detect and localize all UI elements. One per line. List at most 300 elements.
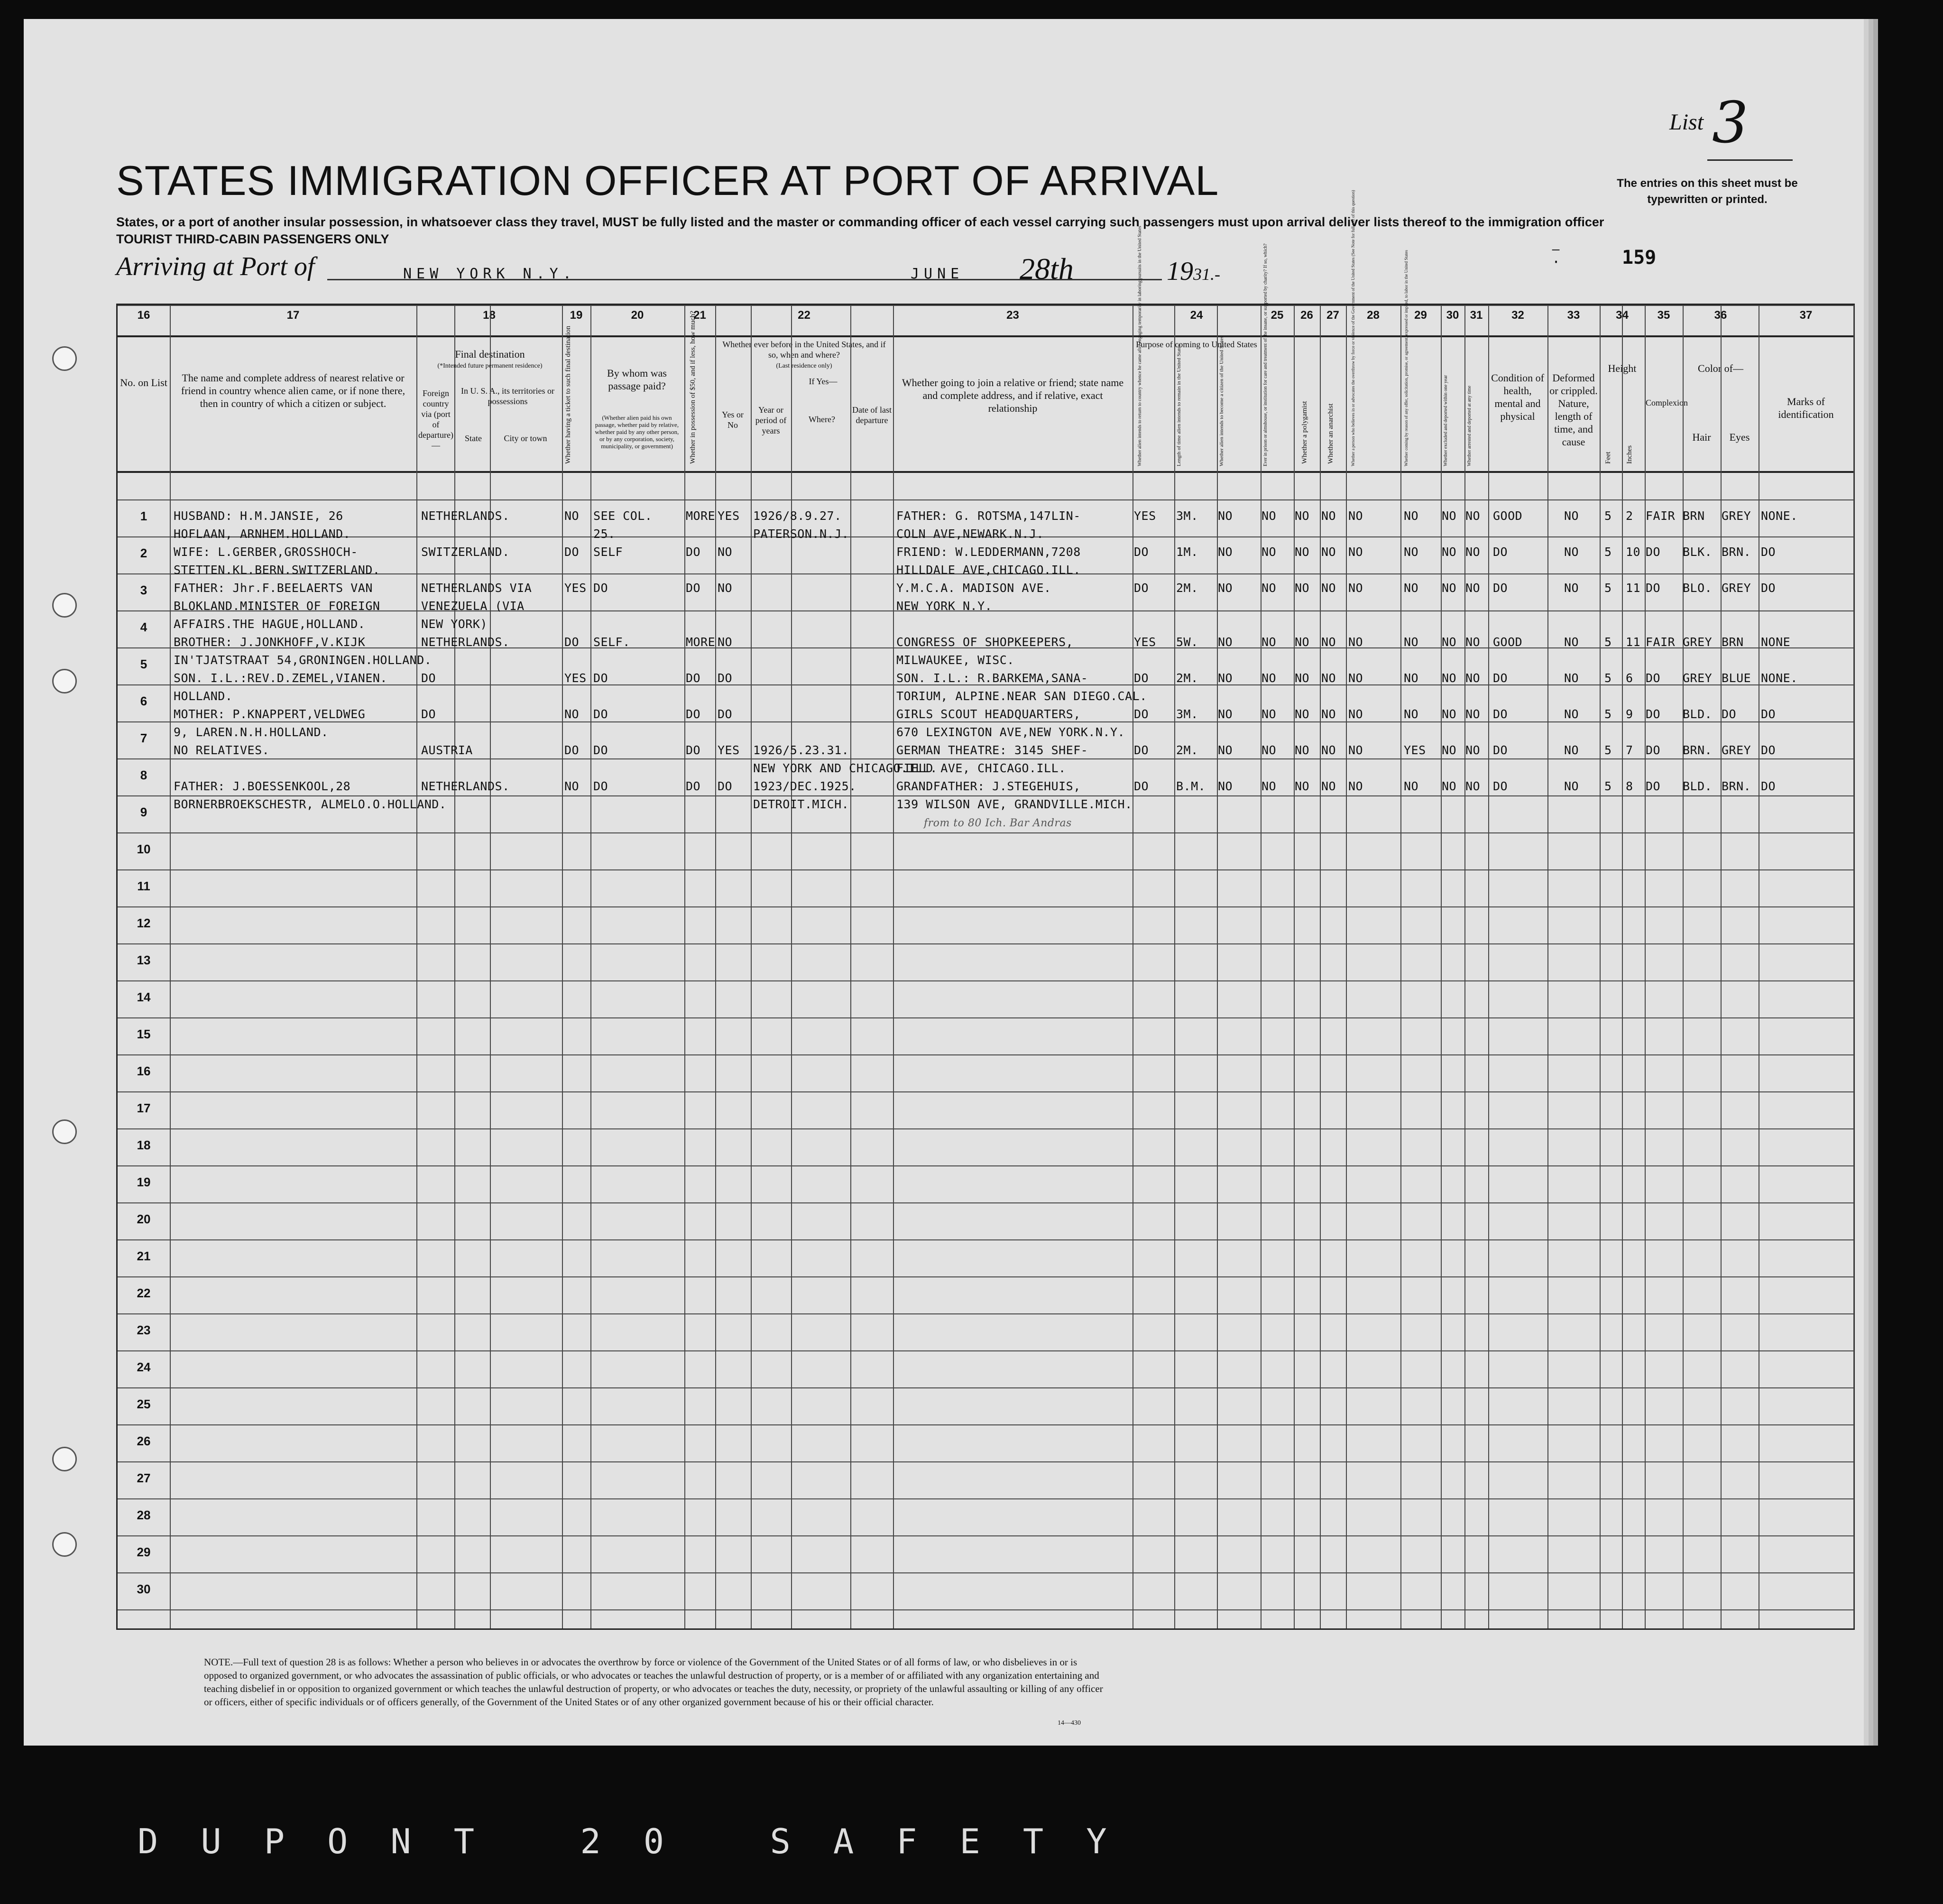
punch-hole (52, 346, 77, 371)
entry-before: NO (718, 635, 733, 649)
row-number: 30 (137, 1582, 151, 1596)
header-final-destination-note: (*Intended future permanent residence) (437, 362, 543, 370)
entry-passage: DO (593, 779, 608, 793)
row-rule (118, 1424, 1853, 1425)
entry-length: 2M. (1176, 581, 1198, 595)
entry-deformed: NO (1564, 581, 1579, 595)
entry-polygamist: NO (1295, 707, 1310, 721)
row-number: 27 (137, 1471, 151, 1485)
day-value: 28th (1020, 252, 1074, 286)
entry-eyes: GREY (1722, 743, 1751, 757)
entry-joining: COLN AVE,NEWARK.N.J. (896, 527, 1044, 541)
entry-joining: NEW YORK N.Y. (896, 599, 993, 613)
month-value: JUNE (911, 266, 964, 282)
row-rule (118, 1350, 1853, 1351)
colnum-31: 31 (1470, 309, 1483, 322)
entry-anarchist: NO (1321, 509, 1336, 523)
entry-hair: BLD. (1683, 779, 1713, 793)
header-q31: Whether arrested and deported at any time (1467, 386, 1472, 466)
row-number: 7 (140, 731, 147, 745)
entry-relative: HUSBAND: H.M.JANSIE, 26 (174, 509, 343, 523)
entry-years: 1926/5.23.31. (753, 743, 849, 757)
entry-deformed: NO (1564, 779, 1579, 793)
row-number: 9 (140, 805, 147, 819)
column-rule (751, 305, 752, 1628)
row-number: 29 (137, 1545, 151, 1559)
entry-q28: NO (1348, 743, 1363, 757)
entry-passage: DO (593, 707, 608, 721)
row-rule (118, 1128, 1853, 1129)
entry-prison: NO (1262, 581, 1277, 595)
entry-health: DO (1493, 707, 1508, 721)
row-number: 26 (137, 1434, 151, 1448)
entry-inches: 8 (1626, 779, 1633, 793)
row-rule (118, 1017, 1853, 1018)
entry-money: DO (686, 671, 701, 685)
row-rule (118, 1091, 1853, 1092)
column-rule (1441, 305, 1442, 1628)
entry-before: NO (718, 545, 733, 559)
column-rule (1853, 305, 1854, 1628)
header-passage-note: (Whether alien paid his own passage, whether paid by relative, whether paid by any other person, or by any corporation, society, municipality, or government) (595, 414, 679, 450)
entry-joining: FIELD AVE, CHICAGO.ILL. (896, 761, 1066, 775)
row-number: 6 (140, 694, 147, 708)
entry-country: DO (421, 707, 436, 721)
entry-relative: 9, LAREN.N.H.HOLLAND. (174, 725, 329, 739)
entry-passage: 25. (593, 527, 616, 541)
row-rule (118, 906, 1853, 907)
entry-length: 3M. (1176, 509, 1198, 523)
entry-feet: 5 (1604, 779, 1612, 793)
header-height: Height (1608, 362, 1637, 374)
row-rule (118, 721, 1853, 722)
entry-marks: DO (1761, 545, 1776, 559)
punch-hole (52, 1532, 77, 1557)
entry-money: DO (686, 779, 701, 793)
punch-hole (52, 593, 77, 618)
row-number: 22 (137, 1286, 151, 1300)
entry-joining: 139 WILSON AVE, GRANDVILLE.MICH. (896, 797, 1133, 811)
entry-hair: GREY (1683, 671, 1713, 685)
entry-citizen: NO (1218, 707, 1233, 721)
entry-q29: NO (1404, 509, 1419, 523)
entry-anarchist: NO (1321, 707, 1336, 721)
colnum-32: 32 (1511, 309, 1524, 322)
entry-joining: MILWAUKEE, WISC. (896, 653, 1014, 667)
entry-health: DO (1493, 671, 1508, 685)
entry-polygamist: NO (1295, 671, 1310, 685)
header-before-us: Whether ever before in the United States, and if so, when and where? (722, 340, 886, 360)
entry-inches: 9 (1626, 707, 1633, 721)
entry-q28: NO (1348, 635, 1363, 649)
entry-relative: IN'TJATSTRAAT 54,GRONINGEN.HOLLAND. (174, 653, 432, 667)
entry-relative: BLOKLAND.MINISTER OF FOREIGN (174, 599, 380, 613)
entry-purpose: YES (1134, 509, 1156, 523)
entry-eyes: BRN (1722, 635, 1744, 649)
colnum-21: 21 (693, 309, 706, 322)
header-joining: Whether going to join a relative or friend; state name and complete address, and if relative, exact relationship (902, 377, 1124, 414)
entry-polygamist: NO (1295, 545, 1310, 559)
column-rule (1488, 305, 1489, 1628)
entry-q28: NO (1348, 581, 1363, 595)
entry-feet: 5 (1604, 707, 1612, 721)
entry-years: 1923/DEC.1925. (753, 779, 856, 793)
header-inches: Inches (1626, 445, 1633, 464)
header-health: Condition of health, mental and physical (1491, 372, 1544, 422)
entry-q31: NO (1465, 779, 1481, 793)
column-rule (1622, 305, 1623, 1628)
entry-marks: DO (1761, 743, 1776, 757)
entry-relative: HOLLAND. (174, 689, 233, 703)
entry-ticket: NO (564, 779, 580, 793)
entry-relative: BROTHER: J.JONKHOFF,V.KIJK (174, 635, 366, 649)
column-rule (1217, 305, 1218, 1628)
column-rule (590, 305, 591, 1628)
header-yes-no: Yes or No (722, 410, 744, 430)
entry-citizen: NO (1218, 581, 1233, 595)
entry-eyes: DO (1722, 707, 1737, 721)
column-rule (850, 305, 851, 1628)
entry-marks: DO (1761, 779, 1776, 793)
entry-complexion: DO (1646, 671, 1661, 685)
entry-ticket: DO (564, 545, 580, 559)
entry-health: DO (1493, 545, 1508, 559)
entry-eyes: GREY (1722, 581, 1751, 595)
column-rule (1294, 305, 1295, 1628)
entry-citizen: NO (1218, 635, 1233, 649)
entry-complexion: DO (1646, 581, 1661, 595)
colnum-29: 29 (1414, 309, 1427, 322)
row-number: 12 (137, 916, 151, 930)
entry-eyes: BLUE (1722, 671, 1751, 685)
row-number: 13 (137, 953, 151, 967)
row-rule (118, 869, 1853, 870)
page-title: STATES IMMIGRATION OFFICER AT PORT OF ARRIVAL (116, 157, 1219, 204)
entry-length: 1M. (1176, 545, 1198, 559)
entry-q28: NO (1348, 671, 1363, 685)
entry-polygamist: NO (1295, 581, 1310, 595)
column-rule (893, 305, 894, 1628)
entry-q29: NO (1404, 635, 1419, 649)
row-number: 28 (137, 1508, 151, 1522)
list-underline (1707, 159, 1793, 161)
entry-q29: NO (1404, 707, 1419, 721)
row-number: 8 (140, 768, 147, 782)
header-no-on-list: No. on List (120, 377, 167, 388)
column-rule (562, 305, 563, 1628)
entry-passage: DO (593, 581, 608, 595)
arriving-label: Arriving at Port of (116, 252, 315, 281)
entry-health: DO (1493, 779, 1508, 793)
row-number: 17 (137, 1101, 151, 1115)
entry-country: VENEZUELA (VIA (421, 599, 525, 613)
entry-relative: MOTHER: P.KNAPPERT,VELDWEG (174, 707, 366, 721)
colnum-17: 17 (286, 309, 300, 322)
entry-hair: BLO. (1683, 581, 1713, 595)
column-rule (715, 305, 716, 1628)
entry-money: MORE (686, 509, 716, 523)
header-color-of: Color of— (1698, 362, 1743, 374)
entry-prison: NO (1262, 509, 1277, 523)
entry-marks: NONE (1761, 635, 1791, 649)
row-number: 19 (137, 1175, 151, 1189)
entry-complexion: DO (1646, 545, 1661, 559)
entry-country: NEW YORK) (421, 617, 488, 631)
year-suffix: 31.- (1193, 265, 1220, 284)
entry-q31: NO (1465, 545, 1481, 559)
row-rule (118, 795, 1853, 796)
row-rule (118, 1276, 1853, 1277)
entry-hair: GREY (1683, 635, 1713, 649)
entry-health: GOOD (1493, 509, 1523, 523)
row-number: 23 (137, 1323, 151, 1337)
typewriter-instructions: The entries on this sheet must be typewritten or printed. (1617, 177, 1798, 206)
entry-money: MORE (686, 635, 716, 649)
entry-complexion: DO (1646, 707, 1661, 721)
manifest-sheet (24, 19, 1864, 1746)
row-number: 5 (140, 657, 147, 671)
entry-q30: NO (1442, 635, 1457, 649)
column-rule (1547, 305, 1548, 1628)
entry-country: NETHERLANDS VIA (421, 581, 532, 595)
row-rule (118, 1572, 1853, 1573)
entry-passage: SELF. (593, 635, 630, 649)
entry-where: NEW YORK AND CHICAGO.ILL. (753, 761, 938, 775)
colnum-23: 23 (1006, 309, 1019, 322)
header-purpose: Purpose of coming to United States (1136, 340, 1257, 349)
entry-q30: NO (1442, 707, 1457, 721)
entry-eyes: BRN. (1722, 779, 1751, 793)
header-before-us-note: (Last residence only) (776, 362, 832, 370)
entry-before: DO (718, 779, 733, 793)
entry-prison: NO (1262, 779, 1277, 793)
entry-anarchist: NO (1321, 545, 1336, 559)
row-rule (118, 1165, 1853, 1166)
colnum-18: 18 (483, 309, 496, 322)
entry-inches: 11 (1626, 581, 1641, 595)
entry-inches: 7 (1626, 743, 1633, 757)
entry-country: SWITZERLAND. (421, 545, 510, 559)
entry-q29: NO (1404, 581, 1419, 595)
entry-length: 5W. (1176, 635, 1198, 649)
list-label: List (1669, 110, 1704, 135)
entry-complexion: FAIR (1646, 635, 1676, 649)
header-final-destination: Final destination (455, 348, 525, 360)
header-purpose-b: Length of time alien intends to remain in the United States (1176, 344, 1182, 466)
entry-relative: HOFLAAN, ARNHEM.HOLLAND. (174, 527, 351, 541)
entry-prison: NO (1262, 707, 1277, 721)
list-number: 3 (1712, 90, 1749, 156)
entry-inches: 11 (1626, 635, 1641, 649)
entry-citizen: NO (1218, 509, 1233, 523)
entry-relative: FATHER: J.BOESSENKOOL,28 (174, 779, 351, 793)
header-eyes: Eyes (1729, 431, 1750, 443)
entry-q29: NO (1404, 545, 1419, 559)
sheet-number: 159 (1622, 247, 1657, 268)
tick-mark: ⁻̣ (1551, 242, 1561, 264)
entry-ticket: YES (564, 581, 587, 595)
header-q28: Whether a person who believes in or advocates the overthrow by force or violence of the Government of the United States (See Note for full text of this question) (1351, 190, 1355, 466)
colnum-36: 36 (1714, 309, 1727, 322)
entry-where: PATERSON.N.J. (753, 527, 849, 541)
column-rule (791, 305, 792, 1628)
row-number: 25 (137, 1397, 151, 1411)
header-anarchist: Whether an anarchist (1327, 403, 1335, 464)
entry-anarchist: NO (1321, 671, 1336, 685)
row-rule (118, 1498, 1853, 1499)
entry-marks: NONE. (1761, 671, 1798, 685)
row-number: 4 (140, 620, 147, 634)
entry-relative: STETTEN.KL.BERN.SWITZERLAND. (174, 563, 380, 577)
entry-deformed: NO (1564, 671, 1579, 685)
entry-feet: 5 (1604, 545, 1612, 559)
punch-hole (52, 1119, 77, 1144)
entry-purpose: YES (1134, 635, 1156, 649)
entry-relative: BORNERBROEKSCHESTR, ALMELO.O.HOLLAND. (174, 797, 447, 811)
header-date-departure: Date of last departure (852, 405, 892, 425)
column-rule (1174, 305, 1175, 1628)
entry-anarchist: NO (1321, 581, 1336, 595)
colnum-20: 20 (631, 309, 644, 322)
entry-joining: CONGRESS OF SHOPKEEPERS, (896, 635, 1074, 649)
entry-joining: GRANDFATHER: J.STEGEHUIS, (896, 779, 1081, 793)
colnum-34: 34 (1616, 309, 1629, 322)
column-rule (1645, 305, 1646, 1628)
entry-inches: 10 (1626, 545, 1641, 559)
entry-anarchist: NO (1321, 635, 1336, 649)
handwritten-note: from to 80 Ich. Bar Andras (924, 817, 1072, 829)
entry-feet: 5 (1604, 581, 1612, 595)
row-number: 11 (137, 879, 150, 893)
row-number: 18 (137, 1138, 151, 1152)
entry-q28: NO (1348, 707, 1363, 721)
entry-relative: SON. I.L.:REV.D.ZEMEL,VIANEN. (174, 671, 387, 685)
row-rule (118, 1054, 1853, 1055)
entry-inches: 2 (1626, 509, 1633, 523)
entry-before: YES (718, 509, 740, 523)
entry-prison: NO (1262, 545, 1277, 559)
column-rule (1346, 305, 1347, 1628)
row-number: 14 (137, 990, 151, 1004)
entry-q30: NO (1442, 671, 1457, 685)
entry-complexion: FAIR (1646, 509, 1676, 523)
entry-length: 2M. (1176, 743, 1198, 757)
entry-q31: NO (1465, 581, 1481, 595)
header-where: Where? (809, 415, 835, 424)
row-number: 20 (137, 1212, 151, 1226)
colnum-19: 19 (570, 309, 583, 322)
header-city: City or town (504, 434, 547, 443)
entry-before: YES (718, 743, 740, 757)
header-passage: By whom was passage paid? (607, 367, 667, 392)
header-polygamist: Whether a polygamist (1301, 401, 1308, 464)
entry-citizen: NO (1218, 545, 1233, 559)
colnum-37: 37 (1799, 309, 1813, 322)
column-rule (1464, 305, 1465, 1628)
column-rule (1721, 305, 1722, 1628)
row-number: 24 (137, 1360, 151, 1374)
entry-relative: WIFE: L.GERBER,GROSSHOCH- (174, 545, 358, 559)
row-number: 3 (140, 583, 147, 597)
header-relative: The name and complete address of nearest relative or friend in country whence alien came, or if none there, then in country of which a citizen or subject. (181, 372, 405, 409)
entry-money: DO (686, 581, 701, 595)
entry-q30: NO (1442, 779, 1457, 793)
colnum-30: 30 (1446, 309, 1459, 322)
entry-feet: 5 (1604, 509, 1612, 523)
colnum-16: 16 (137, 309, 150, 322)
entry-joining: FRIEND: W.LEDDERMANN,7208 (896, 545, 1081, 559)
entry-deformed: NO (1564, 707, 1579, 721)
row-number: 15 (137, 1027, 151, 1041)
entry-country: DO (421, 671, 436, 685)
entry-ticket: NO (564, 707, 580, 721)
entry-prison: NO (1262, 635, 1277, 649)
entry-ticket: DO (564, 743, 580, 757)
entry-prison: NO (1262, 671, 1277, 685)
entry-length: B.M. (1176, 779, 1206, 793)
entry-hair: BRN (1683, 509, 1705, 523)
form-number: 14—430 (1058, 1719, 1081, 1727)
entry-q31: NO (1465, 743, 1481, 757)
entry-complexion: DO (1646, 779, 1661, 793)
entry-polygamist: NO (1295, 779, 1310, 793)
port-value: NEW YORK N.Y. (403, 266, 576, 282)
entry-marks: DO (1761, 581, 1776, 595)
entry-joining: FATHER: G. ROTSMA,147LIN- (896, 509, 1081, 523)
entry-ticket: DO (564, 635, 580, 649)
entry-deformed: NO (1564, 743, 1579, 757)
entry-q31: NO (1465, 635, 1481, 649)
entry-q30: NO (1442, 509, 1457, 523)
column-rule (454, 305, 455, 1628)
row-number: 21 (137, 1249, 151, 1263)
column-rule (1400, 305, 1401, 1628)
entry-where: DETROIT.MICH. (753, 797, 849, 811)
entry-q29: NO (1404, 671, 1419, 685)
header-state: State (465, 434, 482, 443)
entry-country: NETHERLANDS. (421, 779, 510, 793)
entry-q28: NO (1348, 545, 1363, 559)
entry-joining: GIRLS SCOUT HEADQUARTERS, (896, 707, 1081, 721)
column-rule (1600, 305, 1601, 1628)
entry-q28: NO (1348, 779, 1363, 793)
entry-health: DO (1493, 743, 1508, 757)
row-rule (118, 1461, 1853, 1462)
entry-purpose: DO (1134, 779, 1149, 793)
entry-polygamist: NO (1295, 635, 1310, 649)
entry-passage: DO (593, 743, 608, 757)
entry-joining: Y.M.C.A. MADISON AVE. (896, 581, 1051, 595)
column-rule (1320, 305, 1321, 1628)
punch-hole (52, 1447, 77, 1471)
entry-q31: NO (1465, 707, 1481, 721)
column-rule (1683, 305, 1684, 1628)
entry-feet: 5 (1604, 743, 1612, 757)
row-rule (118, 943, 1853, 944)
entry-money: DO (686, 545, 701, 559)
header-complexion: Complexion (1646, 398, 1688, 407)
entry-passage: SELF (593, 545, 623, 559)
row-rule (118, 1313, 1853, 1314)
entry-health: GOOD (1493, 635, 1523, 649)
entry-q29: YES (1404, 743, 1426, 757)
entry-relative: FATHER: Jhr.F.BEELAERTS VAN (174, 581, 373, 595)
subtitle-line2: TOURIST THIRD-CABIN PASSENGERS ONLY (116, 232, 389, 246)
colnum-24: 24 (1190, 309, 1203, 322)
entry-country: AUSTRIA (421, 743, 473, 757)
entry-feet: 5 (1604, 671, 1612, 685)
entry-before: NO (718, 581, 733, 595)
